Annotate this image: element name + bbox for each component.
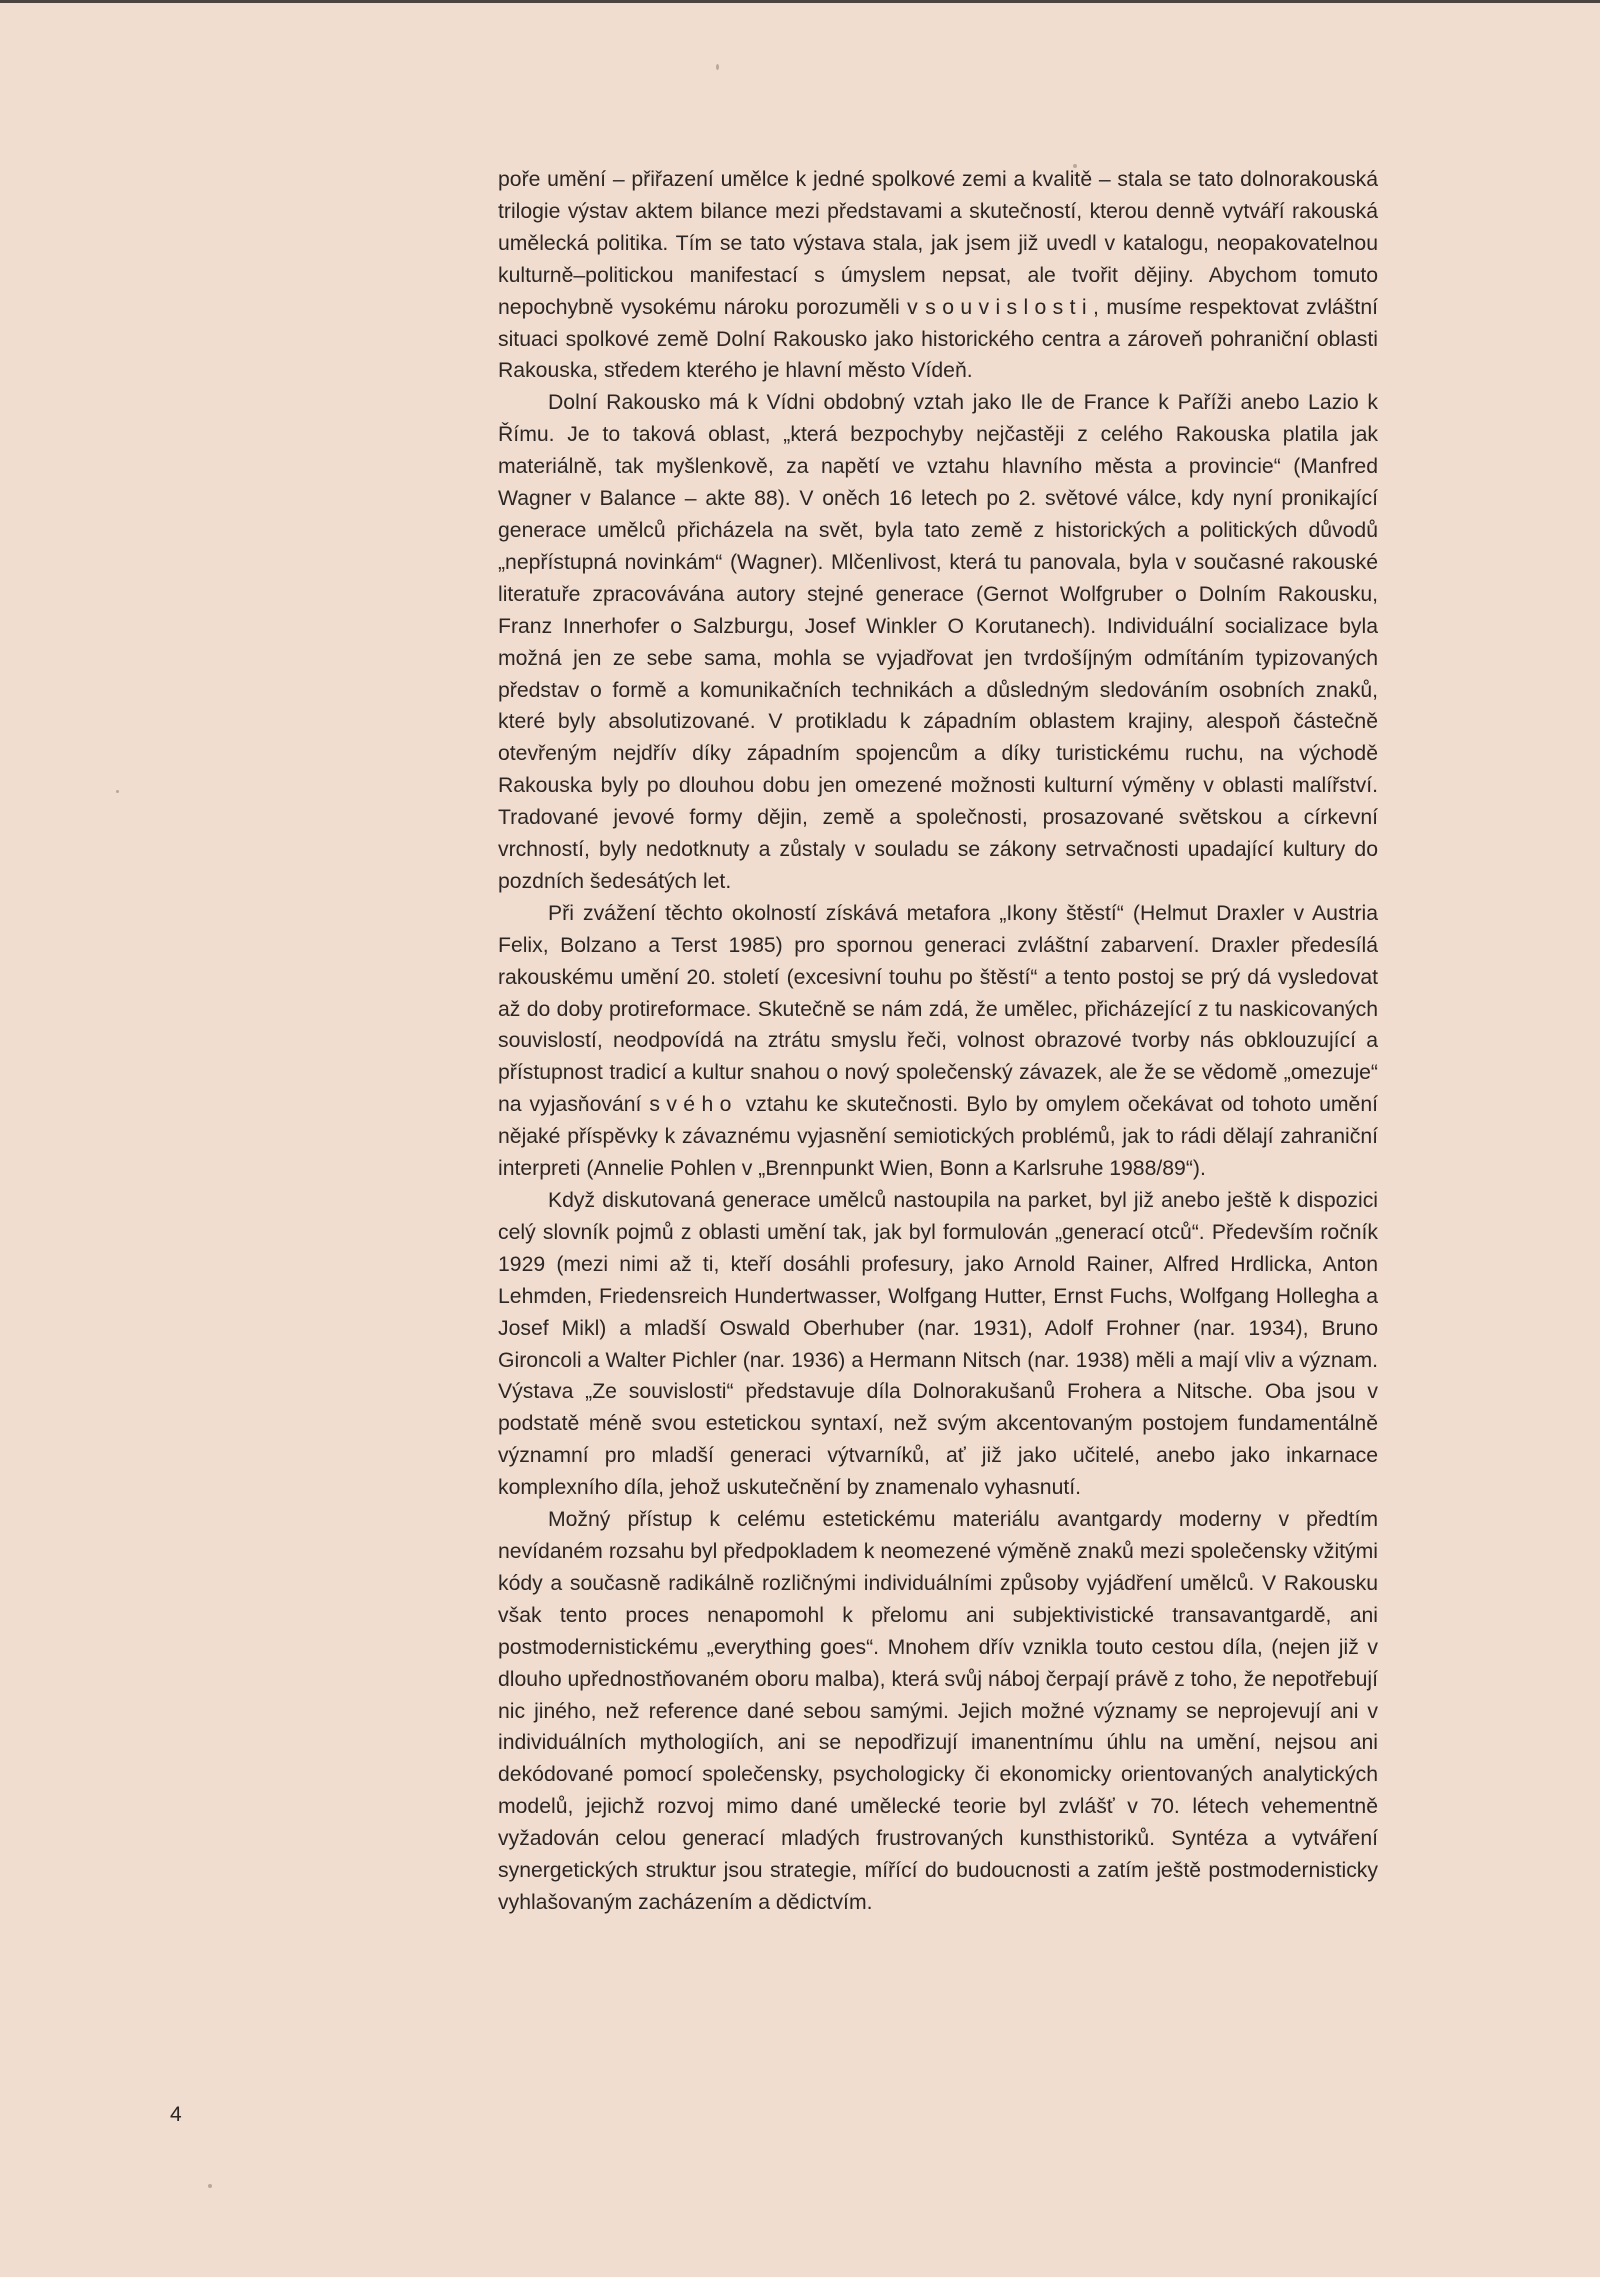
paragraph-text: , musíme respektovat zvláštní situaci spolkové země Dolní Rakousko jako historického centra a zároveň pohraniční oblasti Rakouska, středem kterého je hlavní město Vídeň. bbox=[498, 295, 1378, 383]
paragraph-text: poře umění – přiřazení umělce k jedné spolkové zemi a kvalitě – stala se tato dolnorakouská trilogie výstav aktem bilance mezi představami a skutečností, kterou denně vytváří rakouská umělecká politika. Tím se tato výstava stala, jak jsem již uvedl v katalogu, neopakovatelnou kulturně–politickou manifestací s úmyslem nepsat, ale tvořit dějiny. Abychom tomuto nepochybně vysokému nároku porozuměli v bbox=[498, 168, 1378, 319]
emphasized-word: svého bbox=[649, 1093, 738, 1117]
page-top-edge bbox=[0, 0, 1600, 3]
paragraph bbox=[498, 1504, 1378, 1919]
paragraph-text: Při zvážení těchto okolností získává metafora „Ikony štěstí“ (Helmut Draxler v Austria Felix, Bolzano a Terst 1985) pro spornou generaci zvláštní zabarvení. Draxler předesílá rakouskému umění 20. století (excesivní touhu po štěstí“ a tento postoj se prý dá vysledovat až do doby protireformace. Skutečně se nám zdá, že umělec, přicházející z tu naskicovaných souvislostí, neodpovídá na ztrátu smyslu řeči, volnost obrazové tvorby nás obklouzující a přístupnost tradicí a kultur snahou o nový společenský závazek, ale že se vědomě „omezuje“ na vyjasňování bbox=[498, 901, 1378, 1117]
paragraph-text: vztahu ke skutečnosti. Bylo by omylem očekávat od tohoto umění nějaké příspěvky k závaznému vyjasnění semiotických problémů, jak to rádi dělají zahraniční interpreti (Annelie Pohlen v „Brennpunkt Wien, Bonn a Karlsruhe 1988/89“). bbox=[498, 1093, 1378, 1181]
paragraph-text: Dolní Rakousko má k Vídni obdobný vztah jako Ile de France k Paříži anebo Lazio k Římu. Je to taková oblast, „která bezpochyby nejčastěji z celého Rakouska platila jak materiálně, tak myšlenkově, za napětí ve vztahu hlavního města a provincie“ (Manfred Wagner v Balance – akte 88). V oněch 16 letech po 2. světové válce, kdy nyní pronikající generace umělců přicházela na svět, byla tato země z historických a politických důvodů „nepřístupná novinkám“ (Wagner). Mlčenlivost, která tu panovala, byla v současné rakouské literatuře zpracovávána autory stejné generace (Gernot Wolfgruber o Dolním Rakousku, Franz Innerhofer o Salzburgu, Josef Winkler O Korutanech). Individuální socializace byla možná jen ze sebe sama, mohla se vyjadřovat jen tvrdošíjným odmítáním typizovaných představ o formě a komunikačních technikách a důsledným sledováním osobních znaků, které byly absolutizované. V protikladu k západním oblastem krajiny, alespoň částečně otevřeným nejdřív díky západním spojencům a díky turistickému ruchu, na východě Rakouska byly po dlouhou dobu jen omezené možnosti kulturní výměny v oblasti malířství. Tradované jevové formy dějin, země a společnosti, prosazované světskou a církevní vrchností, byly nedotknuty a zůstaly v souladu se zákony setrvačnosti upadající kultury do pozdních šedesátých let. bbox=[498, 391, 1378, 893]
paper-speck bbox=[116, 790, 119, 793]
paragraph bbox=[498, 898, 1378, 1185]
paper-speck bbox=[208, 2184, 212, 2188]
paper-speck bbox=[716, 64, 719, 70]
page-number: 4 bbox=[170, 2103, 182, 2126]
paragraph bbox=[498, 164, 1378, 387]
emphasized-word: souvislosti bbox=[925, 295, 1093, 319]
paragraph-text: Když diskutovaná generace umělců nastoupila na parket, byl již anebo ještě k dispozici celý slovník pojmů z oblasti umění tak, jak byl formulován „generací otců“. Především ročník 1929 (mezi nimi až ti, kteří dosáhli profesury, jako Arnold Rainer, Alfred Hrdlicka, Anton Lehmden, Friedensreich Hundertwasser, Wolfgang Hutter, Ernst Fuchs, Wolfgang Hollegha a Josef Mikl) a mladší Oswald Oberhuber (nar. 1931), Adolf Frohner (nar. 1934), Bruno Gironcoli a Walter Pichler (nar. 1936) a Hermann Nitsch (nar. 1938) měli a mají vliv a význam. Výstava „Ze souvislosti“ představuje díla Dolnorakušanů Frohera a Nitsche. Oba jsou v podstatě méně svou estetickou syntaxí, než svým akcentovaným postojem fundamentálně významní pro mladší generaci výtvarníků, ať již jako učitelé, anebo jako inkarnace komplexního díla, jehož uskutečnění by znamenalo vyhasnutí. bbox=[498, 1189, 1378, 1500]
paragraph bbox=[498, 1185, 1378, 1504]
paragraph-text: Možný přístup k celému estetickému materiálu avantgardy moderny v předtím nevídaném rozsahu byl předpokladem k neomezené výměně znaků mezi společensky vžitými kódy a současně radikálně rozličnými individuálními způsoby vyjádření umělců. V Rakousku však tento proces nenapomohl k přelomu ani subjektivistické transavantgardě, ani postmodernistickému „everything goes“. Mnohem dřív vznikla touto cestou díla, (nejen již v dlouho upřednostňovaném oboru malba), která svůj náboj čerpají právě z toho, že nepotřebují nic jiného, než reference dané sebou samými. Jejich možné významy se neprojevují ani v individuálních mythologiích, ani se nepodřizují imanentnímu úhlu na umění, nejsou ani dekódované pomocí společensky, psychologicky či ekonomicky orientovaných analytických modelů, jejichž rozvoj mimo dané umělecké teorie byl zvlášť v 70. létech vehementně vyžadován celou generací mladých frustrovaných kunsthistoriků. Syntéza a vytváření synergetických struktur jsou strategie, mířící do budoucnosti a zatím ještě postmodernisticky vyhlašovaným zacházením a dědictvím. bbox=[498, 1508, 1378, 1914]
body-text bbox=[498, 164, 1378, 1919]
paragraph bbox=[498, 387, 1378, 898]
